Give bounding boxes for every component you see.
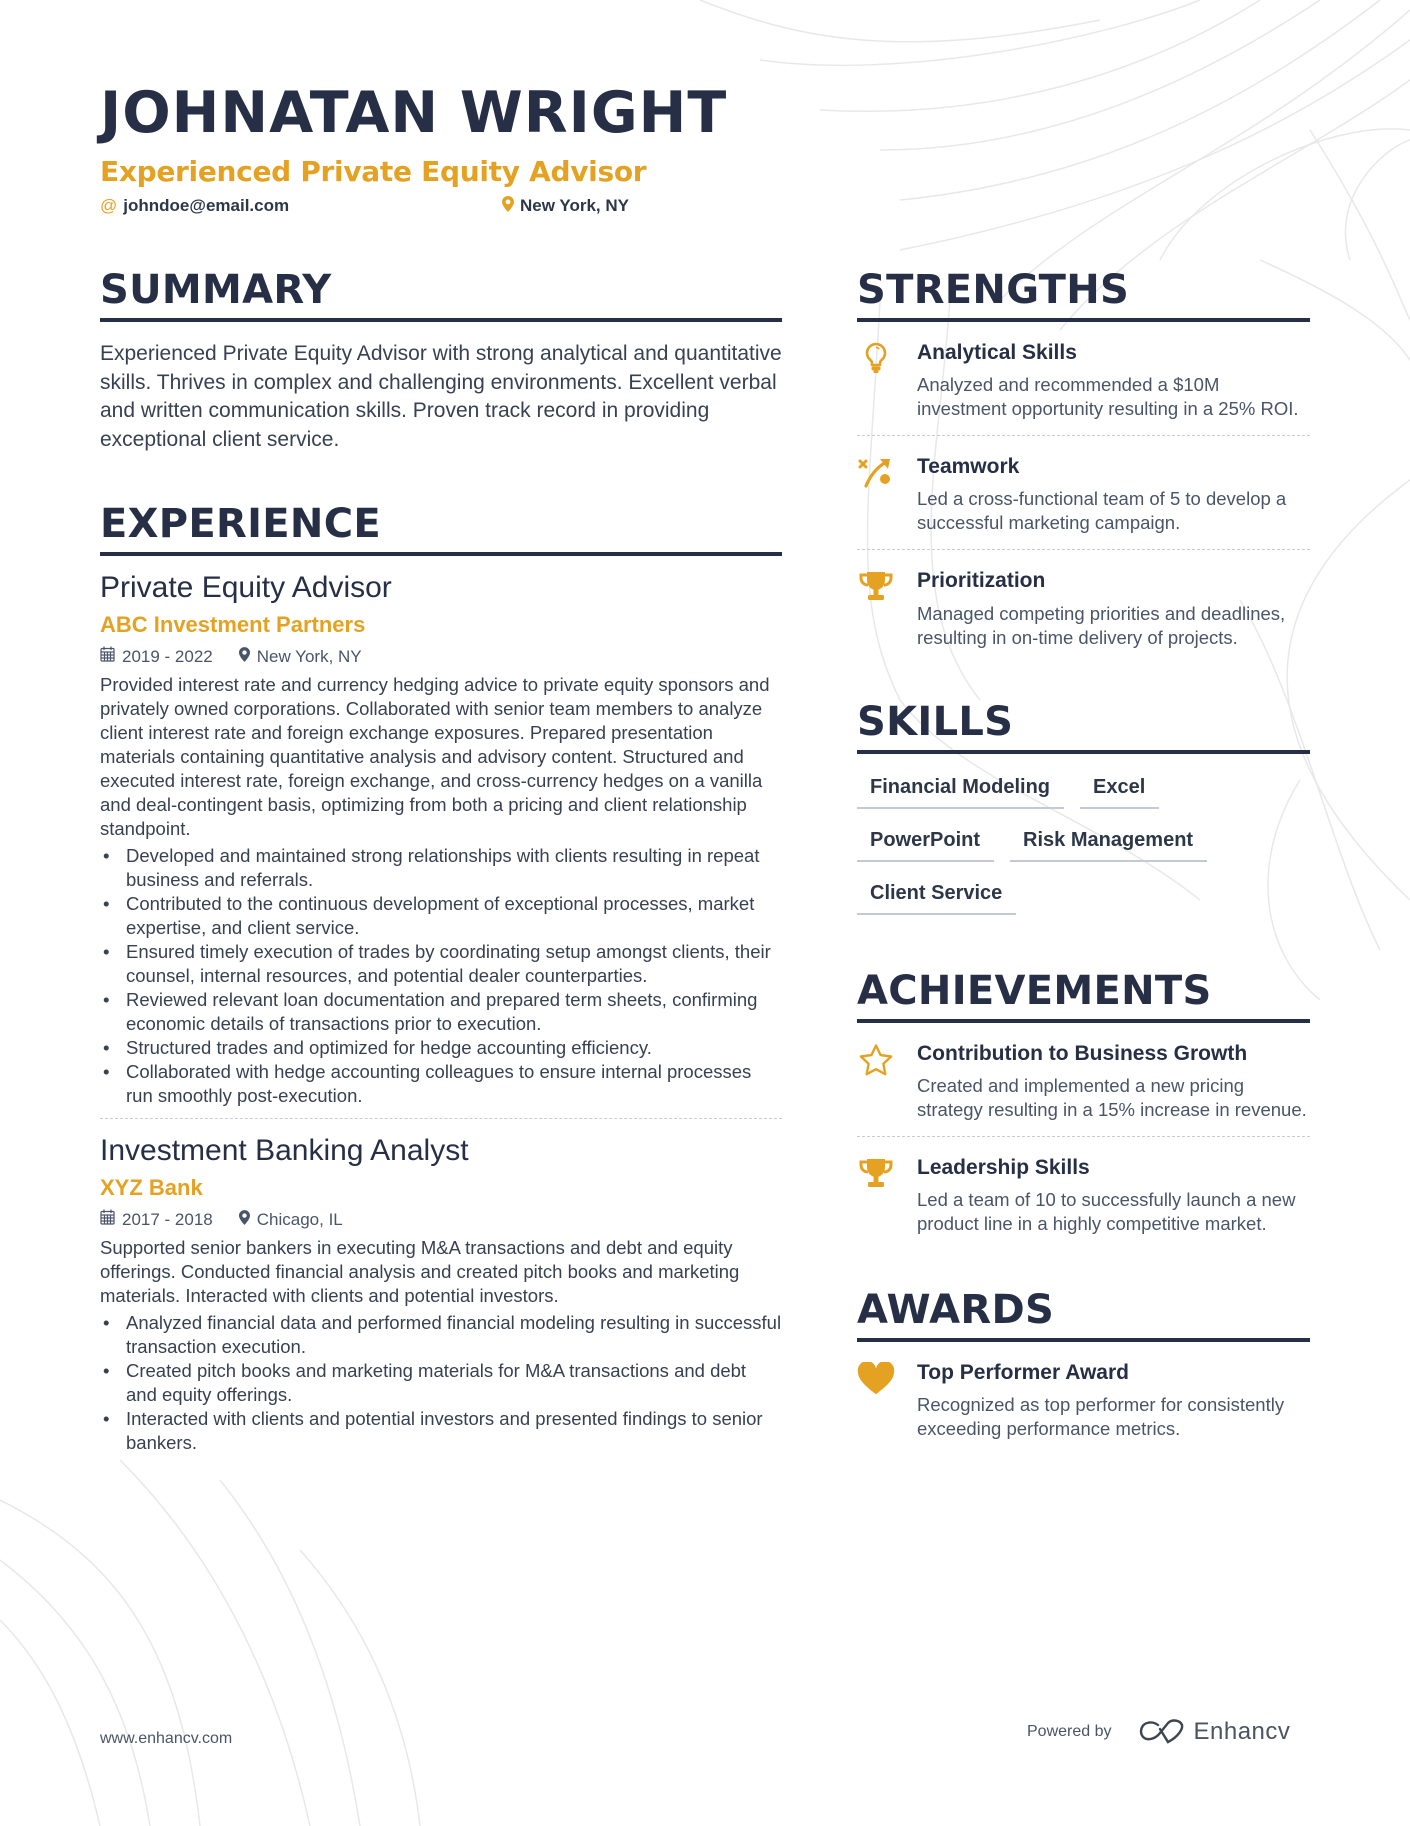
lightbulb-icon <box>857 340 895 421</box>
job-location <box>239 1210 343 1230</box>
job-company: XYZ Bank <box>100 1175 203 1200</box>
job-bullet: • Ensured timely execution of trades by coordinating setup amongst clients, their counsel, internal resources, and potential dealer counterparties. <box>100 940 782 988</box>
achievement-title: Contribution to Business Growth <box>917 1041 1248 1065</box>
experience-section <box>100 501 782 1465</box>
job-bullet: • Analyzed financial data and performed financial modeling resulting in successful transaction execution. <box>100 1311 782 1359</box>
job-description: Supported senior bankers in executing M&A transactions and debt and equity offerings. Conducted financial analysis and created pitch books and marketing materials. Interacted with clients and potential investors. <box>100 1237 740 1306</box>
map-pin-icon <box>239 1210 250 1230</box>
job-company: ABC Investment Partners <box>100 612 366 637</box>
skills-heading: SKILLS <box>857 702 1310 754</box>
skills-section <box>857 698 1310 915</box>
enhancv-logo-icon <box>1138 1719 1186 1745</box>
contact-location <box>502 196 629 217</box>
strength-title: Teamwork <box>917 455 1020 479</box>
achievements-section <box>857 967 1310 1250</box>
experience-heading: EXPERIENCE <box>100 504 782 556</box>
at-icon: @ <box>100 195 118 215</box>
summary-heading: SUMMARY <box>100 270 782 322</box>
achievement-title: Leadership Skills <box>917 1155 1090 1179</box>
left-column <box>100 267 782 1465</box>
strength-description: Led a cross-functional team of 5 to develop a successful marketing campaign. <box>917 488 1287 534</box>
job-location-text: New York, NY <box>256 646 362 666</box>
calendar-icon <box>100 1209 115 1230</box>
strength-item <box>857 549 1310 663</box>
skill-tag: Excel <box>1080 776 1159 809</box>
contact-row <box>100 196 800 222</box>
strategy-play-icon <box>857 454 895 535</box>
strength-title: Prioritization <box>917 569 1046 593</box>
job-bullets <box>100 1311 782 1455</box>
skill-tag: Client Service <box>857 882 1016 915</box>
job-entry <box>100 556 782 1118</box>
email-text: johndoe@email.com <box>123 195 290 215</box>
job-location-text: Chicago, IL <box>256 1209 343 1229</box>
job-location <box>239 647 362 667</box>
achievement-description: Led a team of 10 to successfully launch a new product line in a highly competitive market. <box>917 1188 1296 1234</box>
right-column <box>857 267 1310 1455</box>
calendar-icon <box>100 646 115 667</box>
award-item <box>857 1342 1310 1455</box>
job-description: Provided interest rate and currency hedging advice to private equity sponsors and privately owned corporations. Collaborated with senior team members to analyze client interest rate and foreign exchange exposures. Prepared presentation materials containing quantitative analysis and advisory content. Structured and executed interest rate, foreign exchange, and cross-currency hedges on a vanilla and deal-contingent basis, optimizing from both a pricing and client relationship standpoint. <box>100 674 770 839</box>
job-dates <box>100 646 213 667</box>
award-title: Top Performer Award <box>917 1360 1129 1384</box>
footer-branding <box>1027 1718 1290 1746</box>
powered-by-label: Powered by <box>1027 1723 1112 1740</box>
job-bullet: • Collaborated with hedge accounting colleagues to ensure internal processes run smoothly post-execution. <box>100 1060 782 1108</box>
footer-website[interactable]: www.enhancv.com <box>100 1730 233 1747</box>
job-bullet: • Reviewed relevant loan documentation and prepared term sheets, confirming economic details of transactions prior to execution. <box>100 988 782 1036</box>
job-entry <box>100 1118 782 1465</box>
achievement-item <box>857 1136 1310 1250</box>
job-bullet: • Structured trades and optimized for hedge accounting efficiency. <box>100 1036 782 1060</box>
skill-tag: PowerPoint <box>857 829 994 862</box>
strength-item <box>857 435 1310 549</box>
star-icon <box>857 1041 895 1122</box>
job-bullets <box>100 844 782 1108</box>
job-meta <box>100 646 782 667</box>
job-dates <box>100 1209 213 1230</box>
location-text: New York, NY <box>520 196 629 216</box>
strength-description: Analyzed and recommended a $10M investment opportunity resulting in a 25% ROI. <box>917 374 1299 420</box>
job-role: Private Equity Advisor <box>100 571 392 604</box>
strength-title: Analytical Skills <box>917 341 1077 364</box>
strengths-heading: STRENGTHS <box>857 270 1310 322</box>
job-meta <box>100 1209 782 1230</box>
job-dates-text: 2017 - 2018 <box>122 1209 213 1229</box>
trophy-icon <box>857 1155 895 1236</box>
enhancv-logo[interactable] <box>1138 1718 1291 1746</box>
heart-icon <box>857 1360 895 1441</box>
achievement-description: Created and implemented a new pricing strategy resulting in a 15% increase in revenue. <box>917 1074 1307 1120</box>
resume-header <box>100 82 800 222</box>
brand-name: Enhancv <box>1193 1718 1291 1745</box>
skill-tag: Risk Management <box>1010 829 1207 862</box>
summary-section <box>100 267 782 454</box>
job-bullet: • Developed and maintained strong relationships with clients resulting in repeat business and referrals. <box>100 844 782 892</box>
job-dates-text: 2019 - 2022 <box>122 646 213 666</box>
trophy-icon <box>857 568 895 649</box>
job-bullet: • Created pitch books and marketing materials for M&A transactions and debt and equity offerings. <box>100 1359 782 1407</box>
job-bullet: • Interacted with clients and potential investors and presented findings to senior bankers. <box>100 1407 782 1455</box>
strengths-section <box>857 267 1310 664</box>
map-pin-icon <box>239 647 250 667</box>
summary-text: Experienced Private Equity Advisor with strong analytical and quantitative skills. Thrives in complex and challenging environments. Excellent verbal and written communication skills. Proven track record in providing exceptional client service. <box>100 342 782 451</box>
job-bullet: • Contributed to the continuous development of exceptional processes, market expertise, and client service. <box>100 892 782 940</box>
strength-description: Managed competing priorities and deadlines, resulting in on-time delivery of projects. <box>917 602 1286 648</box>
strength-item <box>857 322 1310 435</box>
achievement-item <box>857 1023 1310 1136</box>
map-pin-icon <box>502 196 514 217</box>
contact-email[interactable] <box>100 196 289 216</box>
job-role: Investment Banking Analyst <box>100 1134 469 1167</box>
candidate-name: JOHNATAN WRIGHT <box>100 80 728 146</box>
awards-heading: AWARDS <box>857 1290 1310 1342</box>
skills-list <box>857 776 1310 915</box>
achievements-heading: ACHIEVEMENTS <box>857 971 1310 1023</box>
skill-tag: Financial Modeling <box>857 776 1064 809</box>
awards-section <box>857 1286 1310 1455</box>
award-description: Recognized as top performer for consistently exceeding performance metrics. <box>917 1394 1285 1440</box>
candidate-title: Experienced Private Equity Advisor <box>100 154 647 188</box>
